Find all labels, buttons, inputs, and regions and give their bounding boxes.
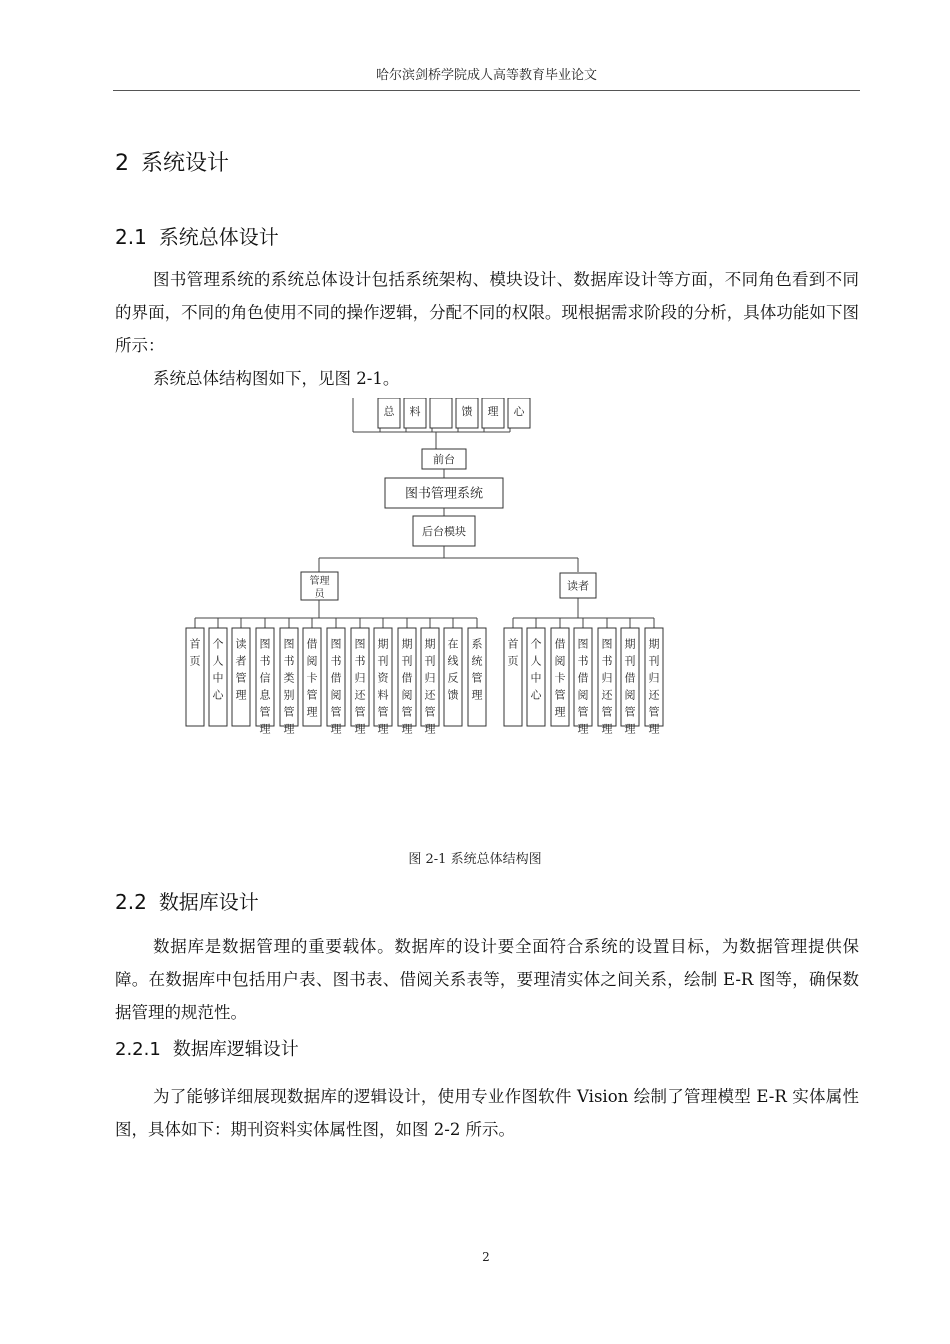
body-paragraph: 图书管理系统的系统总体设计包括系统架构、模块设计、数据库设计等方面，不同角色看到不同的界面，不同的角色使用不同的操作逻辑，分配不同的权限。现根据需求阶段的分析，具体功能如下图所示： <box>115 270 859 355</box>
reader-module-char: 理 <box>601 722 613 736</box>
admin-module-char: 反 <box>447 671 459 685</box>
admin-module-char: 管 <box>424 705 436 719</box>
figure-intro-paragraph: 系统总体结构图如下，见图 2-1。 <box>153 369 400 388</box>
reader-module-char: 首 <box>507 637 519 651</box>
admin-module-char: 管 <box>377 705 389 719</box>
page-number: 2 <box>482 1250 490 1264</box>
subsection-heading-2-1 <box>115 222 279 252</box>
reader-module-char: 管 <box>601 705 613 719</box>
section-heading <box>115 148 229 180</box>
admin-module-char: 阅 <box>330 688 342 702</box>
admin-module-char: 书 <box>259 654 271 668</box>
top-row-box <box>430 398 452 428</box>
running-header: 哈尔滨剑桥学院成人高等教育毕业论文 <box>113 66 860 91</box>
reader-module-char: 书 <box>601 654 613 668</box>
admin-module-char: 图 <box>330 637 342 651</box>
admin-module-char: 管 <box>354 705 366 719</box>
subsection-number: 2.2 <box>115 890 147 914</box>
admin-module-char: 期 <box>424 637 436 651</box>
reader-module-char: 心 <box>530 688 542 702</box>
subsubsection-heading-2-2-1 <box>115 1036 299 1064</box>
admin-module-char: 理 <box>401 722 413 736</box>
admin-module-char: 刊 <box>377 654 389 668</box>
admin-module-char: 管 <box>401 705 413 719</box>
admin-module-char: 阅 <box>401 688 413 702</box>
reader-module-char: 归 <box>601 671 613 685</box>
reader-module-char: 归 <box>648 671 660 685</box>
admin-module-char: 理 <box>235 688 247 702</box>
admin-module-char: 心 <box>212 688 224 702</box>
admin-module-char: 人 <box>212 654 224 668</box>
admin-module-char: 书 <box>283 654 295 668</box>
body-paragraph: 数据库是数据管理的重要载体。数据库的设计要全面符合系统的设置目标，为数据管理提供保障。在数据库中包括用户表、图书表、借阅关系表等，要理清实体之间关系，绘制 E-R 图等，确保数据管理的规范性。 <box>115 937 859 1022</box>
reader-module-char: 阅 <box>554 654 566 668</box>
reader-module-char: 人 <box>530 654 542 668</box>
system-node-label: 图书管理系统 <box>404 486 484 502</box>
reader-module-char: 借 <box>624 671 636 685</box>
reader-module-char: 期 <box>648 637 660 651</box>
admin-module-char: 刊 <box>401 654 413 668</box>
admin-module-char: 还 <box>424 688 436 702</box>
admin-module-char: 类 <box>283 671 295 685</box>
reader-module-char: 借 <box>577 671 589 685</box>
reader-module-char: 页 <box>507 654 519 668</box>
reader-module-char: 阅 <box>624 688 636 702</box>
reader-module-char: 理 <box>577 722 589 736</box>
admin-module-char: 还 <box>354 688 366 702</box>
admin-node-label: 员 <box>314 589 325 600</box>
admin-module-char: 页 <box>189 654 201 668</box>
admin-module-char: 信 <box>259 671 271 685</box>
subsubsection-number: 2.2.1 <box>115 1039 161 1060</box>
backend-node-label: 后台模块 <box>422 524 466 538</box>
reader-module-char: 管 <box>624 705 636 719</box>
admin-module-char: 馈 <box>447 688 459 702</box>
admin-module-char: 在 <box>447 637 459 651</box>
admin-module-char: 管 <box>471 671 483 685</box>
subsection-title: 数据库设计 <box>158 890 259 914</box>
admin-module-char: 理 <box>330 722 342 736</box>
admin-module-char: 图 <box>283 637 295 651</box>
reader-module-char: 借 <box>554 637 566 651</box>
admin-module-char: 归 <box>424 671 436 685</box>
admin-module-char: 管 <box>306 688 318 702</box>
admin-module-char: 理 <box>259 722 271 736</box>
admin-module-char: 刊 <box>424 654 436 668</box>
admin-module-char: 书 <box>330 654 342 668</box>
admin-module-char: 阅 <box>306 654 318 668</box>
reader-module-char: 中 <box>530 671 542 685</box>
reader-module-char: 阅 <box>577 688 589 702</box>
reader-module-char: 理 <box>624 722 636 736</box>
front-node-label: 前台 <box>433 452 455 466</box>
admin-module-char: 者 <box>235 654 247 668</box>
body-paragraph: 为了能够详细展现数据库的逻辑设计，使用专业作图软件 Vision 绘制了管理模型 E-R 实体属性图，具体如下：期刊资料实体属性图，如图 2-2 所示。 <box>115 1087 859 1139</box>
reader-module-char: 理 <box>554 705 566 719</box>
reader-node-label: 读者 <box>567 579 589 593</box>
subsection-title: 系统总体设计 <box>158 225 279 249</box>
admin-node-label: 管理 <box>309 576 330 587</box>
admin-module-char: 归 <box>354 671 366 685</box>
admin-module-char: 理 <box>377 722 389 736</box>
reader-module-char: 管 <box>577 705 589 719</box>
reader-module-char: 还 <box>601 688 613 702</box>
top-row-label: 馈 <box>461 405 473 418</box>
admin-module-char: 别 <box>283 688 295 702</box>
admin-module-char: 管 <box>235 671 247 685</box>
reader-module-char: 图 <box>577 637 589 651</box>
admin-module-char: 息 <box>259 688 271 702</box>
admin-module-char: 借 <box>306 637 318 651</box>
subsection-number: 2.1 <box>115 225 147 249</box>
admin-module-char: 期 <box>377 637 389 651</box>
admin-module-char: 卡 <box>306 671 318 685</box>
admin-module-char: 料 <box>377 688 389 702</box>
admin-module-char: 系 <box>471 637 483 651</box>
admin-module-char: 理 <box>283 722 295 736</box>
admin-module-char: 管 <box>330 705 342 719</box>
admin-module-char: 理 <box>306 705 318 719</box>
reader-module-char: 刊 <box>624 654 636 668</box>
admin-module-char: 个 <box>212 637 224 651</box>
reader-module-char: 书 <box>577 654 589 668</box>
system-structure-diagram <box>170 398 690 743</box>
reader-module-char: 管 <box>648 705 660 719</box>
reader-module-char: 管 <box>554 688 566 702</box>
admin-module-char: 理 <box>471 688 483 702</box>
reader-module-char: 理 <box>648 722 660 736</box>
admin-module-char: 书 <box>354 654 366 668</box>
reader-module-char: 个 <box>530 637 542 651</box>
subsubsection-title: 数据库逻辑设计 <box>172 1039 299 1060</box>
admin-module-char: 理 <box>354 722 366 736</box>
admin-module-char: 期 <box>401 637 413 651</box>
top-row-label: 料 <box>409 405 421 418</box>
admin-module-char: 线 <box>447 654 459 668</box>
admin-module-char: 中 <box>212 671 224 685</box>
admin-module-char: 读 <box>235 637 247 651</box>
admin-module-char: 图 <box>259 637 271 651</box>
section-number: 2 <box>115 151 129 176</box>
admin-module-char: 理 <box>424 722 436 736</box>
admin-module-char: 统 <box>471 654 483 668</box>
admin-module-char: 管 <box>259 705 271 719</box>
reader-module-char: 刊 <box>648 654 660 668</box>
admin-module-char: 借 <box>330 671 342 685</box>
top-row-label: 总 <box>383 405 395 418</box>
admin-module-char: 图 <box>354 637 366 651</box>
reader-module-char: 卡 <box>554 671 566 685</box>
reader-module-char: 还 <box>648 688 660 702</box>
admin-module-char: 首 <box>189 637 201 651</box>
reader-module-char: 图 <box>601 637 613 651</box>
figure-caption: 图 2-1 系统总体结构图 <box>408 852 542 867</box>
top-row-label: 理 <box>487 405 499 418</box>
admin-module-char: 资 <box>377 671 389 685</box>
top-row-label: 心 <box>513 405 525 418</box>
section-title: 系统设计 <box>141 151 230 176</box>
admin-module-char: 管 <box>283 705 295 719</box>
subsection-heading-2-2 <box>115 887 259 917</box>
reader-module-char: 期 <box>624 637 636 651</box>
admin-module-char: 借 <box>401 671 413 685</box>
